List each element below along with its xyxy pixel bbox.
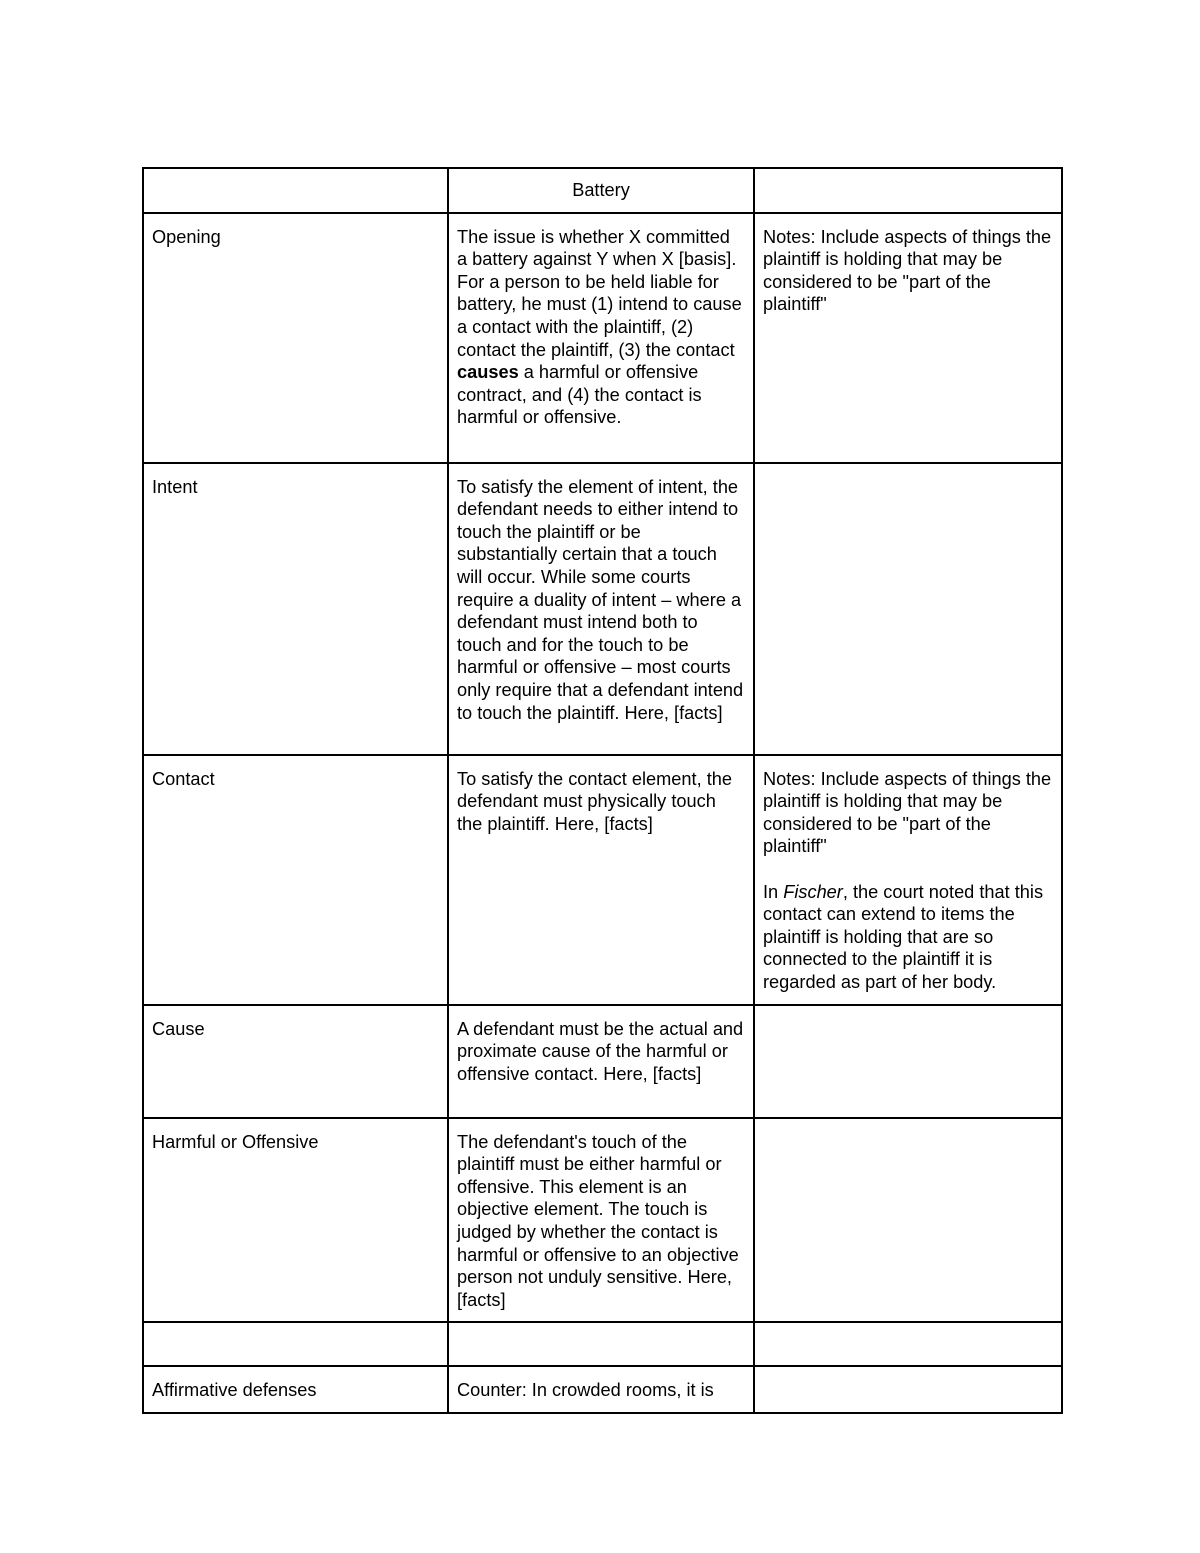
row-label-opening: Opening — [143, 213, 448, 463]
contact-note-1: Notes: Include aspects of things the plaintiff is holding that may be considered to be "part of the plaintiff" — [763, 768, 1052, 857]
rule-text-opening-bold: causes — [457, 362, 519, 383]
rule-cell-harmful: The defendant's touch of the plaintiff must be either harmful or offensive. This element is an objective element. The touch is judged by whether the contact is harmful or offensive to an objective person not unduly sensitive. Here, [facts] — [448, 1118, 754, 1323]
rule-cell-cause: A defendant must be the actual and proximate cause of the harmful or offensive contact. Here, [facts] — [448, 1005, 754, 1118]
row-label-cause: Cause — [143, 1005, 448, 1118]
row-label-intent: Intent — [143, 463, 448, 755]
notes-cell-harmful — [754, 1118, 1062, 1323]
row-label-blank — [143, 1322, 448, 1366]
rule-cell-opening — [448, 213, 754, 463]
table-title: Battery — [448, 168, 754, 213]
table-row-intent — [143, 463, 1062, 755]
notes-cell-defenses — [754, 1366, 1062, 1413]
rule-cell-defenses: Counter: In crowded rooms, it is — [448, 1366, 754, 1413]
contact-note-2-intro: In — [763, 881, 784, 902]
table-row-harmful — [143, 1118, 1062, 1323]
notes-cell-intent — [754, 463, 1062, 755]
rule-text-opening-part1: The issue is whether X committed a battery against Y when X [basis]. For a person to be held liable for battery, he must (1) intend to cause a contact with the plaintiff, (2) contact the plaintiff, (3) the contact — [457, 226, 742, 360]
table-row-contact — [143, 755, 1062, 1005]
rule-cell-contact: To satisfy the contact element, the defendant must physically touch the plaintiff. Here, [facts] — [448, 755, 754, 1005]
header-row — [143, 168, 1062, 213]
notes-cell-blank — [754, 1322, 1062, 1366]
rule-cell-intent: To satisfy the element of intent, the defendant needs to either intend to touch the plaintiff or be substantially certain that a touch will occur. While some courts require a duality of intent – where a defendant must intend both to touch and for the touch to be harmful or offensive – most courts only require that a defendant intend to touch the plaintiff. Here, [facts] — [448, 463, 754, 755]
rule-cell-blank — [448, 1322, 754, 1366]
notes-cell-contact — [754, 755, 1062, 1005]
rule-text-opening-part2: a harmful or offensive contract, and (4) the contact is harmful or offensive. — [457, 362, 702, 428]
table-row-defenses — [143, 1366, 1062, 1413]
header-right-cell — [754, 168, 1062, 213]
table-row-blank — [143, 1322, 1062, 1366]
table-row-opening — [143, 213, 1062, 463]
note-spacer — [763, 858, 1053, 881]
header-left-cell — [143, 168, 448, 213]
notes-cell-cause — [754, 1005, 1062, 1118]
case-name-fischer: Fischer — [783, 881, 843, 902]
row-label-contact: Contact — [143, 755, 448, 1005]
table-row-cause — [143, 1005, 1062, 1118]
row-label-harmful: Harmful or Offensive — [143, 1118, 448, 1323]
battery-outline-table — [142, 167, 1063, 1414]
notes-cell-opening: Notes: Include aspects of things the plaintiff is holding that may be considered to be "part of the plaintiff" — [754, 213, 1062, 463]
row-label-defenses: Affirmative defenses — [143, 1366, 448, 1413]
contact-note-2-body: , the court noted that this contact can extend to items the plaintiff is holding that are so connected to the plaintiff it is regarded as part of her body. — [763, 881, 1044, 992]
contact-note-2 — [763, 881, 1053, 994]
